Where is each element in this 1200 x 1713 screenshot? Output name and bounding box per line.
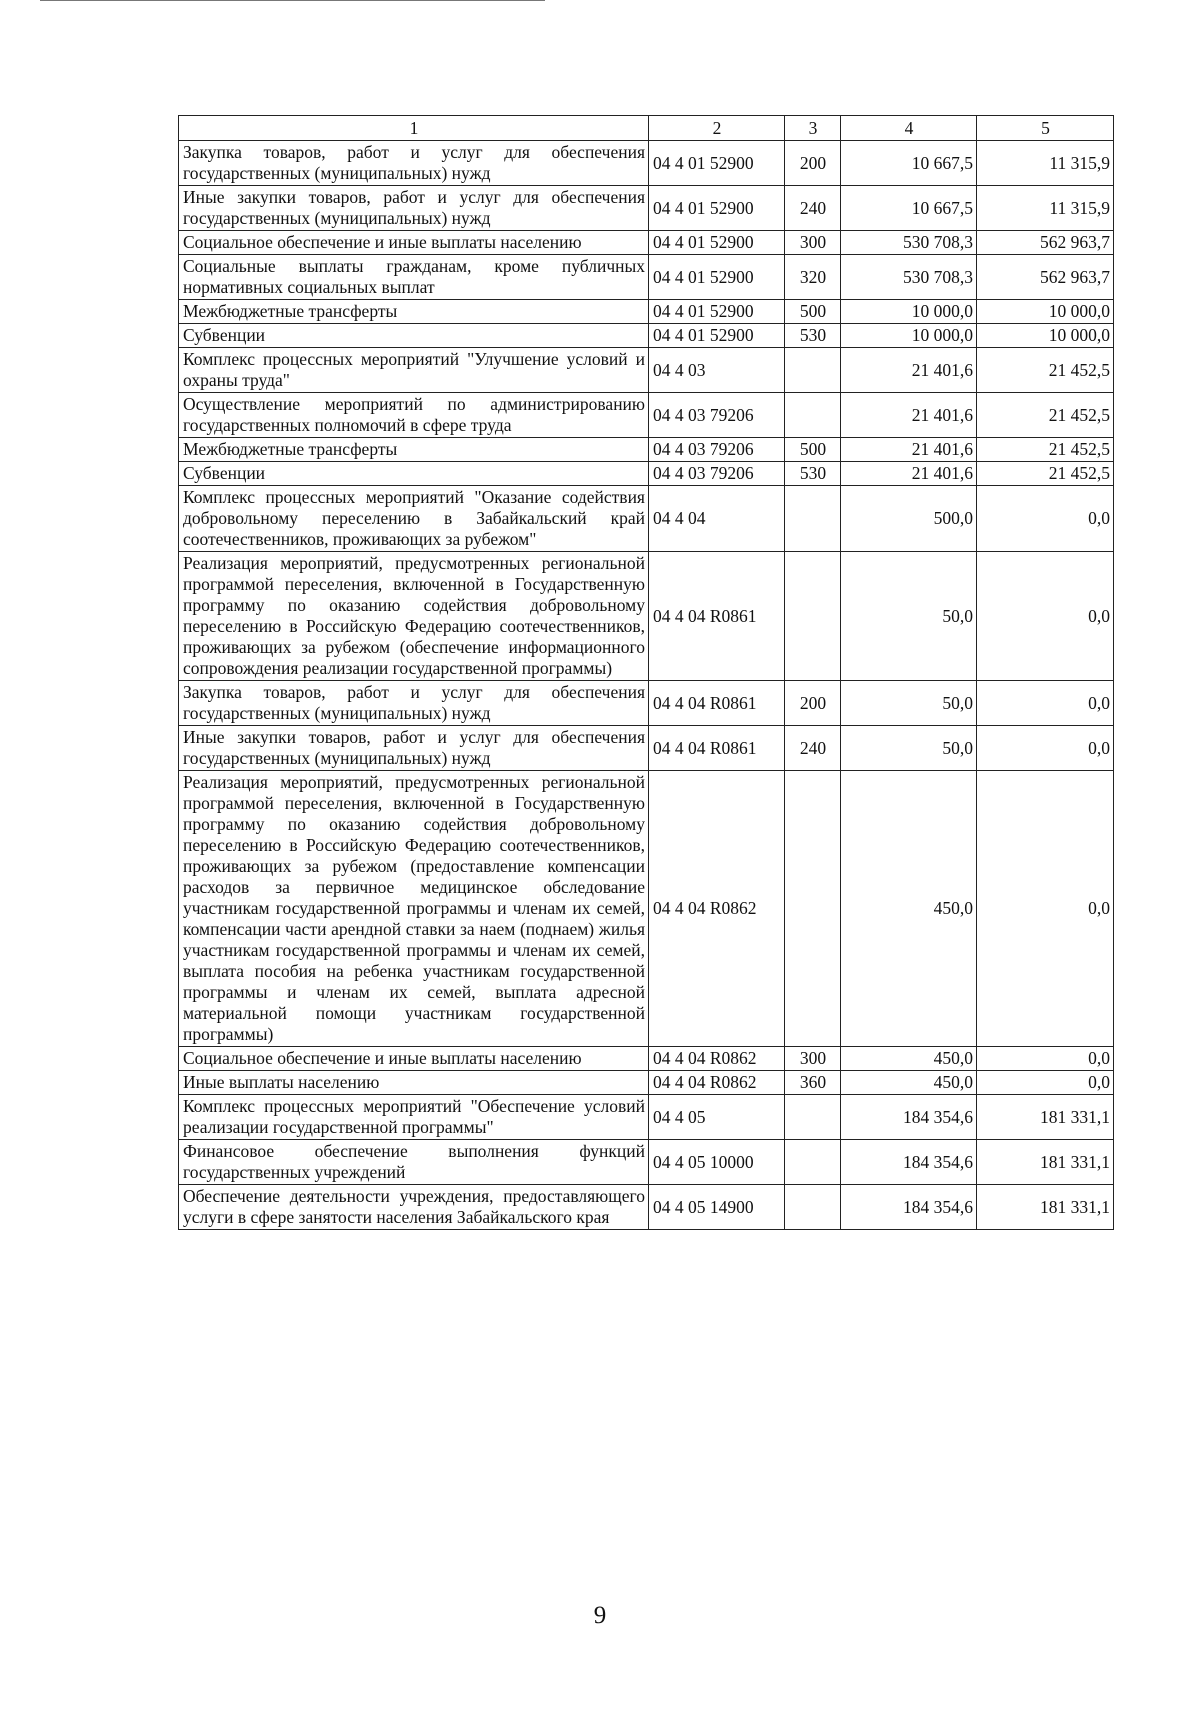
- row-amount-year1-cell: 450,0: [841, 1047, 977, 1071]
- table-row: [179, 255, 1114, 300]
- row-amount-year1-cell: 184 354,6: [841, 1095, 977, 1140]
- table-row: [179, 1185, 1114, 1230]
- row-amount-year2-cell: 181 331,1: [977, 1185, 1114, 1230]
- row-code-cell: 04 4 04 R0862: [649, 1071, 785, 1095]
- row-amount-year2-cell: 11 315,9: [977, 141, 1114, 186]
- row-name-cell: Комплекс процессных мероприятий "Оказание содействия добровольному переселению в Забайкальский край соотечественников, проживающих за рубежом": [179, 486, 649, 552]
- row-amount-year1-cell: 530 708,3: [841, 255, 977, 300]
- row-name-cell: Социальное обеспечение и иные выплаты населению: [179, 1047, 649, 1071]
- row-name-cell: Реализация мероприятий, предусмотренных региональной программой переселения, включенной в Государственную программу по оказанию содействия добровольному переселению в Российскую Федерацию соотечественников, проживающих за рубежом (предоставление компенсации расходов за первичное медицинское обследование участникам государственной программы и членам их семей, компенсации части арендной ставки за наем (поднаем) жилья участникам государственной программы и членам их семей, выплата пособия на ребенка участникам государственной программы и членам их семей, выплата адресной материальной помощи участникам государственной программы): [179, 771, 649, 1047]
- row-code-cell: 04 4 03 79206: [649, 438, 785, 462]
- table-row: [179, 438, 1114, 462]
- row-amount-year1-cell: 184 354,6: [841, 1185, 977, 1230]
- row-amount-year2-cell: 21 452,5: [977, 462, 1114, 486]
- row-name-cell: Социальные выплаты гражданам, кроме публичных нормативных социальных выплат: [179, 255, 649, 300]
- row-code-cell: 04 4 03 79206: [649, 462, 785, 486]
- row-amount-year1-cell: 450,0: [841, 1071, 977, 1095]
- row-amount-year1-cell: 21 401,6: [841, 348, 977, 393]
- row-expense-type-cell: [785, 486, 841, 552]
- table-row: [179, 300, 1114, 324]
- row-amount-year1-cell: 10 667,5: [841, 141, 977, 186]
- table-row: [179, 141, 1114, 186]
- row-expense-type-cell: 200: [785, 141, 841, 186]
- table-row: [179, 186, 1114, 231]
- row-amount-year2-cell: 21 452,5: [977, 438, 1114, 462]
- header-cell-5: 5: [977, 116, 1114, 141]
- row-amount-year2-cell: 0,0: [977, 1071, 1114, 1095]
- row-expense-type-cell: 530: [785, 462, 841, 486]
- row-expense-type-cell: 200: [785, 681, 841, 726]
- table-row: [179, 1047, 1114, 1071]
- header-cell-4: 4: [841, 116, 977, 141]
- row-amount-year1-cell: 10 000,0: [841, 324, 977, 348]
- row-name-cell: Осуществление мероприятий по администрированию государственных полномочий в сфере труда: [179, 393, 649, 438]
- table-row: [179, 393, 1114, 438]
- row-amount-year2-cell: 562 963,7: [977, 231, 1114, 255]
- row-code-cell: 04 4 03 79206: [649, 393, 785, 438]
- row-code-cell: 04 4 05 14900: [649, 1185, 785, 1230]
- row-expense-type-cell: 530: [785, 324, 841, 348]
- table-row: [179, 771, 1114, 1047]
- row-expense-type-cell: [785, 393, 841, 438]
- row-amount-year2-cell: 0,0: [977, 486, 1114, 552]
- row-amount-year1-cell: 21 401,6: [841, 393, 977, 438]
- row-amount-year2-cell: 21 452,5: [977, 393, 1114, 438]
- table-row: [179, 681, 1114, 726]
- row-name-cell: Иные закупки товаров, работ и услуг для обеспечения государственных (муниципальных) нужд: [179, 726, 649, 771]
- top-edge-line: [40, 0, 545, 1]
- row-code-cell: 04 4 05 10000: [649, 1140, 785, 1185]
- row-code-cell: 04 4 04: [649, 486, 785, 552]
- row-expense-type-cell: 240: [785, 186, 841, 231]
- row-amount-year2-cell: 11 315,9: [977, 186, 1114, 231]
- row-expense-type-cell: [785, 1095, 841, 1140]
- table-row: [179, 348, 1114, 393]
- budget-table: [178, 115, 1114, 1230]
- row-expense-type-cell: 300: [785, 231, 841, 255]
- row-expense-type-cell: 240: [785, 726, 841, 771]
- row-code-cell: 04 4 01 52900: [649, 231, 785, 255]
- row-code-cell: 04 4 04 R0861: [649, 726, 785, 771]
- row-expense-type-cell: [785, 552, 841, 681]
- row-code-cell: 04 4 01 52900: [649, 324, 785, 348]
- row-name-cell: Межбюджетные трансферты: [179, 438, 649, 462]
- row-expense-type-cell: 360: [785, 1071, 841, 1095]
- row-code-cell: 04 4 04 R0861: [649, 552, 785, 681]
- row-code-cell: 04 4 01 52900: [649, 141, 785, 186]
- row-code-cell: 04 4 01 52900: [649, 300, 785, 324]
- row-name-cell: Субвенции: [179, 462, 649, 486]
- row-name-cell: Обеспечение деятельности учреждения, предоставляющего услуги в сфере занятости населения Забайкальского края: [179, 1185, 649, 1230]
- table-row: [179, 1140, 1114, 1185]
- table-row: [179, 462, 1114, 486]
- row-name-cell: Социальное обеспечение и иные выплаты населению: [179, 231, 649, 255]
- row-name-cell: Комплекс процессных мероприятий "Обеспечение условий реализации государственной программы": [179, 1095, 649, 1140]
- header-row: [179, 116, 1114, 141]
- row-amount-year1-cell: 50,0: [841, 726, 977, 771]
- row-code-cell: 04 4 03: [649, 348, 785, 393]
- row-expense-type-cell: 500: [785, 300, 841, 324]
- row-amount-year2-cell: 0,0: [977, 552, 1114, 681]
- row-amount-year2-cell: 21 452,5: [977, 348, 1114, 393]
- row-amount-year1-cell: 50,0: [841, 552, 977, 681]
- table-row: [179, 726, 1114, 771]
- row-amount-year1-cell: 21 401,6: [841, 438, 977, 462]
- row-amount-year2-cell: 0,0: [977, 771, 1114, 1047]
- table-row: [179, 1095, 1114, 1140]
- row-expense-type-cell: [785, 348, 841, 393]
- row-amount-year2-cell: 562 963,7: [977, 255, 1114, 300]
- row-amount-year1-cell: 21 401,6: [841, 462, 977, 486]
- row-expense-type-cell: [785, 771, 841, 1047]
- row-expense-type-cell: 300: [785, 1047, 841, 1071]
- row-amount-year1-cell: 10 000,0: [841, 300, 977, 324]
- row-expense-type-cell: 320: [785, 255, 841, 300]
- row-name-cell: Закупка товаров, работ и услуг для обеспечения государственных (муниципальных) нужд: [179, 681, 649, 726]
- row-name-cell: Межбюджетные трансферты: [179, 300, 649, 324]
- row-code-cell: 04 4 01 52900: [649, 255, 785, 300]
- table-row: [179, 1071, 1114, 1095]
- row-name-cell: Комплекс процессных мероприятий "Улучшение условий и охраны труда": [179, 348, 649, 393]
- header-cell-3: 3: [785, 116, 841, 141]
- table-row: [179, 231, 1114, 255]
- header-cell-1: 1: [179, 116, 649, 141]
- page-number: 9: [593, 1602, 607, 1629]
- row-name-cell: Иные закупки товаров, работ и услуг для обеспечения государственных (муниципальных) нужд: [179, 186, 649, 231]
- row-name-cell: Финансовое обеспечение выполнения функций государственных учреждений: [179, 1140, 649, 1185]
- row-amount-year2-cell: 181 331,1: [977, 1140, 1114, 1185]
- row-name-cell: Субвенции: [179, 324, 649, 348]
- row-amount-year2-cell: 0,0: [977, 726, 1114, 771]
- row-code-cell: 04 4 05: [649, 1095, 785, 1140]
- row-expense-type-cell: [785, 1140, 841, 1185]
- row-code-cell: 04 4 04 R0861: [649, 681, 785, 726]
- row-code-cell: 04 4 04 R0862: [649, 1047, 785, 1071]
- row-expense-type-cell: [785, 1185, 841, 1230]
- table-row: [179, 324, 1114, 348]
- row-amount-year1-cell: 500,0: [841, 486, 977, 552]
- table-row: [179, 552, 1114, 681]
- row-amount-year2-cell: 10 000,0: [977, 324, 1114, 348]
- row-name-cell: Реализация мероприятий, предусмотренных региональной программой переселения, включенной в Государственную программу по оказанию содействия добровольному переселению в Российскую Федерацию соотечественников, проживающих за рубежом (обеспечение информационного сопровождения реализации государственной программы): [179, 552, 649, 681]
- row-amount-year2-cell: 181 331,1: [977, 1095, 1114, 1140]
- header-cell-2: 2: [649, 116, 785, 141]
- row-name-cell: Иные выплаты населению: [179, 1071, 649, 1095]
- row-expense-type-cell: 500: [785, 438, 841, 462]
- row-amount-year2-cell: 0,0: [977, 681, 1114, 726]
- row-amount-year2-cell: 10 000,0: [977, 300, 1114, 324]
- row-code-cell: 04 4 04 R0862: [649, 771, 785, 1047]
- row-amount-year1-cell: 50,0: [841, 681, 977, 726]
- row-amount-year2-cell: 0,0: [977, 1047, 1114, 1071]
- row-amount-year1-cell: 184 354,6: [841, 1140, 977, 1185]
- row-code-cell: 04 4 01 52900: [649, 186, 785, 231]
- row-name-cell: Закупка товаров, работ и услуг для обеспечения государственных (муниципальных) нужд: [179, 141, 649, 186]
- row-amount-year1-cell: 450,0: [841, 771, 977, 1047]
- row-amount-year1-cell: 10 667,5: [841, 186, 977, 231]
- row-amount-year1-cell: 530 708,3: [841, 231, 977, 255]
- table-row: [179, 486, 1114, 552]
